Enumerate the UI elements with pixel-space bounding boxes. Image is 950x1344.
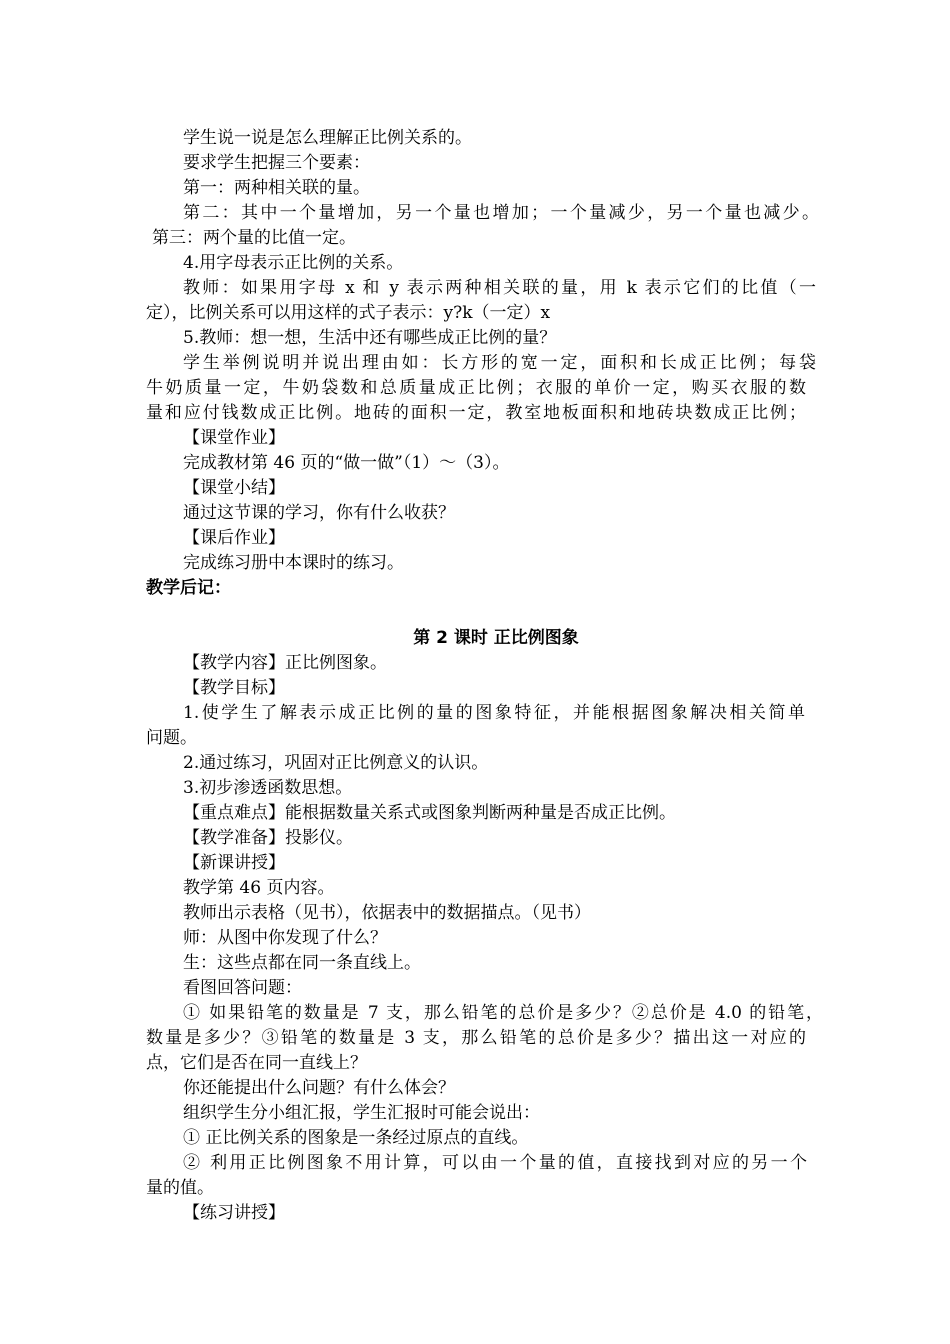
paragraph-line: 生：这些点都在同一条直线上。	[183, 953, 421, 973]
lesson-title: 第 2 课时 正比例图象	[413, 628, 579, 648]
paragraph-line: 师：从图中你发现了什么？	[183, 928, 387, 948]
paragraph-line: ① 正比例关系的图象是一条经过原点的直线。	[183, 1128, 529, 1148]
paragraph-line: 定），比例关系可以用这样的式子表示：y?k（一定）x	[146, 303, 551, 323]
section-heading: 【课堂作业】	[183, 428, 285, 448]
paragraph-line: 【重点难点】能根据数量关系式或图象判断两种量是否成正比例。	[183, 803, 676, 823]
paragraph-line: 教师出示表格（见书），依据表中的数据描点。（见书）	[183, 903, 591, 923]
section-heading: 【课堂小结】	[183, 478, 285, 498]
paragraph-line: 你还能提出什么问题？有什么体会？	[183, 1078, 455, 1098]
paragraph-line: 完成练习册中本课时的练习。	[183, 553, 404, 573]
paragraph-line: 问题。	[146, 728, 197, 748]
paragraph-line: 学生举例说明并说出理由如：长方形的宽一定，面积和长成正比例；每袋	[183, 353, 816, 373]
paragraph-line: 量和应付钱数成正比例。地砖的面积一定，教室地板面积和地砖块数成正比例；	[146, 403, 806, 423]
paragraph-line: ② 利用正比例图象不用计算，可以由一个量的值，直接找到对应的另一个	[183, 1153, 807, 1173]
paragraph-line: 3.初步渗透函数思想。	[183, 778, 353, 798]
section-heading: 【教学目标】	[183, 678, 285, 698]
paragraph-line: ① 如果铅笔的数量是 7 支，那么铅笔的总价是多少？②总价是 4.0 的铅笔，	[183, 1003, 823, 1023]
paragraph-line: 5.教师：想一想，生活中还有哪些成正比例的量？	[183, 328, 557, 348]
paragraph-line: 要求学生把握三个要素：	[183, 153, 370, 173]
paragraph-line: 学生说一说是怎么理解正比例关系的。	[183, 128, 472, 148]
paragraph-line: 量的值。	[146, 1178, 214, 1198]
paragraph-line: 完成教材第 46 页的“做一做”（1）～（3）。	[183, 453, 510, 473]
section-heading: 【新课讲授】	[183, 853, 285, 873]
paragraph-line: 牛奶质量一定，牛奶袋数和总质量成正比例；衣服的单价一定，购买衣服的数	[146, 378, 806, 398]
paragraph-line: 看图回答问题：	[183, 978, 302, 998]
paragraph-line: 【教学内容】正比例图象。	[183, 653, 387, 673]
paragraph-line: 教学第 46 页内容。	[183, 878, 335, 898]
paragraph-line: 【教学准备】投影仪。	[183, 828, 353, 848]
notes-heading: 教学后记：	[146, 578, 231, 598]
paragraph-line: 数量是多少？③铅笔的数量是 3 支，那么铅笔的总价是多少？描出这一对应的	[146, 1028, 806, 1048]
paragraph-line: 4.用字母表示正比例的关系。	[183, 253, 404, 273]
paragraph-line: 第二：其中一个量增加，另一个量也增加；一个量减少，另一个量也减少。	[183, 203, 819, 223]
paragraph-line: 组织学生分小组汇报，学生汇报时可能会说出：	[183, 1103, 540, 1123]
paragraph-line: 第三：两个量的比值一定。	[152, 228, 356, 248]
paragraph-line: 通过这节课的学习，你有什么收获？	[183, 503, 455, 523]
paragraph-line: 1.使学生了解表示成正比例的量的图象特征，并能根据图象解决相关简单	[183, 703, 805, 723]
section-heading: 【练习讲授】	[183, 1203, 285, 1223]
paragraph-line: 2.通过练习，巩固对正比例意义的认识。	[183, 753, 489, 773]
paragraph-line: 点，它们是否在同一直线上？	[146, 1053, 367, 1073]
paragraph-line: 教师：如果用字母 x 和 y 表示两种相关联的量，用 k 表示它们的比值（一	[183, 278, 816, 298]
paragraph-line: 第一：两种相关联的量。	[183, 178, 370, 198]
section-heading: 【课后作业】	[183, 528, 285, 548]
